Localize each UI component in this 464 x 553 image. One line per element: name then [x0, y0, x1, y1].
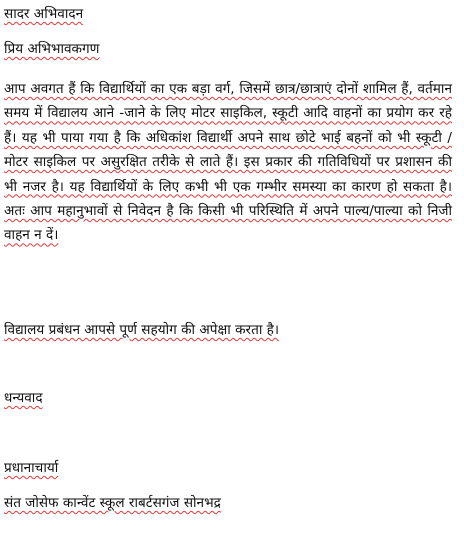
designation-line: प्रधानाचार्या: [4, 460, 59, 476]
school-name-line: संत जोसेफ कान्वेंट स्कूल राबर्टसगंज सोनभद्र: [4, 495, 221, 511]
thanks-line: धन्यवाद: [4, 390, 43, 406]
salutation-line: सादर अभिवादन: [4, 6, 84, 22]
address-line: प्रिय अभिभावकगण: [4, 41, 100, 57]
request-paragraph: विद्यालय प्रबंधन आपसे पूर्ण सहयोग की अपेक्षा करता है।: [4, 322, 280, 338]
body-paragraph: आप अवगत हैं कि विद्यार्थियों का एक बड़ा वर्ग, जिसमें छात्र/छात्राएं दोनों शामिल हैं, वर्तमान समय में विद्यालय आने -जाने के लिए मोटर साइकिल, स्कूटी आदि वाहनों का प्रयोग कर रहे हैं। यह भी पाया गया है कि अधिकांश विद्यार्थी अपने साथ छोटे भाई बहनों को भी स्कूटी /मोटर साइकिल पर असुरक्षित तरीके से लाते हैं। इस प्रकार की गतिविधियों पर प्रशासन की भी नजर है। यह विद्यार्थियों के लिए कभी भी एक गम्भीर समस्या का कारण हो सकता है। अतः आप महानुभावों से निवेदन है कि किसी भी परिस्थिति में अपने पाल्य/पाल्या को निजी वाहन न दें।: [4, 81, 452, 244]
